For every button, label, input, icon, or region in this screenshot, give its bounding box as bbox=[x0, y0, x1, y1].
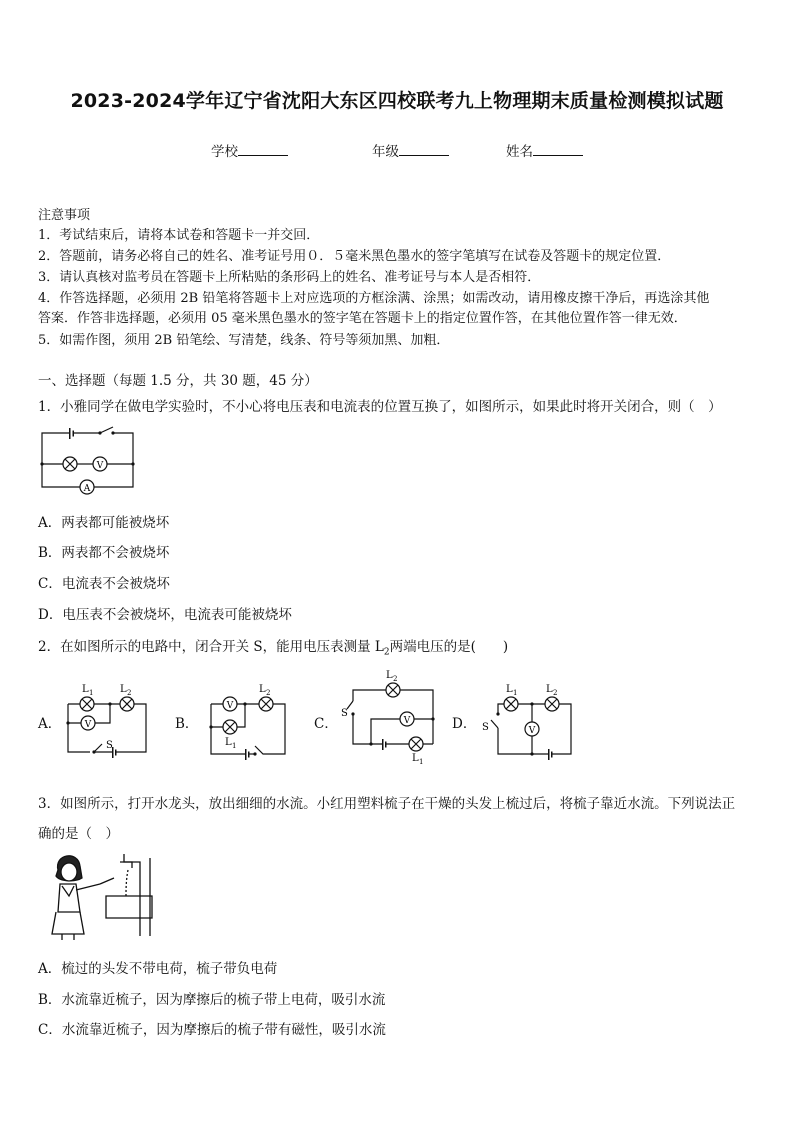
note-item: 答案．作答非选择题，必须用 05 毫米黑色墨水的签字笔在答题卡上的指定位置作答，在其他位置作答一律无效． bbox=[38, 311, 687, 326]
note-item: 5．如需作图，须用 2B 铅笔绘、写清楚，线条、符号等须加黑、加粗． bbox=[38, 333, 450, 348]
voltmeter-label: V bbox=[96, 461, 104, 471]
notes-heading: 注意事项 bbox=[38, 208, 91, 223]
question-2-circuit-b bbox=[199, 678, 294, 762]
grade-blank[interactable] bbox=[399, 143, 449, 156]
svg-text:L: L bbox=[412, 753, 419, 764]
grade-field[interactable] bbox=[372, 140, 449, 160]
svg-text:V: V bbox=[528, 726, 536, 736]
svg-text:1: 1 bbox=[232, 742, 237, 750]
svg-text:L: L bbox=[225, 737, 232, 748]
question-2-choice-d[interactable]: D． bbox=[452, 716, 477, 732]
svg-text:V: V bbox=[226, 701, 234, 711]
name-blank[interactable] bbox=[533, 143, 583, 156]
svg-text:L: L bbox=[120, 684, 127, 695]
section-heading: 一、选择题（每题 1.5 分，共 30 题，45 分） bbox=[38, 373, 318, 389]
question-1-option-b[interactable]: B．两表都不会被烧坏 bbox=[38, 545, 170, 561]
question-3-stem-line1: 3．如图所示，打开水龙头，放出细细的水流。小红用塑料梳子在干燥的头发上梳过后，将梳子靠近水流。下列说法正 bbox=[38, 796, 736, 812]
svg-text:2: 2 bbox=[127, 689, 132, 697]
svg-text:L: L bbox=[259, 684, 266, 695]
question-1-option-c[interactable]: C．电流表不会被烧坏 bbox=[38, 576, 170, 592]
school-label: 学校 bbox=[211, 144, 238, 160]
grade-label: 年级 bbox=[372, 144, 399, 160]
svg-text:L: L bbox=[546, 684, 553, 695]
question-2-choice-c[interactable]: C． bbox=[314, 716, 338, 732]
svg-text:2: 2 bbox=[553, 689, 558, 697]
question-3-option-a[interactable]: A．梳过的头发不带电荷，梳子带负电荷 bbox=[38, 961, 278, 977]
school-blank[interactable] bbox=[238, 143, 288, 156]
school-field[interactable] bbox=[211, 140, 288, 160]
svg-text:S: S bbox=[341, 708, 348, 719]
question-3-stem-line2: 确的是（ ） bbox=[38, 826, 119, 842]
svg-text:V: V bbox=[403, 716, 411, 726]
svg-text:L: L bbox=[82, 684, 89, 695]
question-1-circuit bbox=[38, 425, 138, 497]
question-2-circuit-a bbox=[60, 678, 152, 760]
question-1-stem: 1．小雅同学在做电学实验时，不小心将电压表和电流表的位置互换了，如图所示，如果此时将开关闭合，则（ ） bbox=[38, 399, 722, 415]
svg-text:2: 2 bbox=[393, 675, 398, 683]
note-item: 1．考试结束后，请将本试卷和答题卡一并交回． bbox=[38, 228, 320, 243]
svg-text:L: L bbox=[386, 670, 393, 681]
note-item: 2．答题前，请务必将自己的姓名、准考证号用０．５毫米黑色墨水的签字笔填写在试卷及答题卡的规定位置． bbox=[38, 249, 671, 264]
svg-text:1: 1 bbox=[513, 689, 518, 697]
question-2-choice-b[interactable]: B． bbox=[175, 716, 199, 732]
question-2-choice-a[interactable]: A． bbox=[38, 716, 62, 732]
question-3-option-c[interactable]: C．水流靠近梳子，因为摩擦后的梳子带有磁性，吸引水流 bbox=[38, 1022, 386, 1038]
svg-text:1: 1 bbox=[89, 689, 94, 697]
svg-text:S: S bbox=[106, 740, 113, 751]
note-item: 3．请认真核对监考员在答题卡上所粘贴的条形码上的姓名、准考证号与本人是否相符． bbox=[38, 270, 541, 285]
question-1-option-d[interactable]: D．电压表不会被烧坏，电流表可能被烧坏 bbox=[38, 607, 292, 623]
svg-text:1: 1 bbox=[419, 758, 424, 766]
svg-text:2: 2 bbox=[266, 689, 271, 697]
name-field[interactable] bbox=[506, 140, 583, 160]
question-3-illustration-girl-faucet bbox=[40, 848, 160, 940]
question-3-option-b[interactable]: B．水流靠近梳子，因为摩擦后的梳子带上电荷，吸引水流 bbox=[38, 992, 386, 1008]
question-1-option-a[interactable]: A．两表都可能被烧坏 bbox=[38, 515, 170, 531]
svg-text:V: V bbox=[84, 720, 92, 730]
svg-text:S: S bbox=[482, 722, 489, 733]
question-2-stem: 2．在如图所示的电路中，闭合开关 S，能用电压表测量 $L_2$两端电压的是( ) bbox=[38, 639, 509, 658]
question-2-circuit-d bbox=[476, 678, 576, 762]
page-title: 2023-2024学年辽宁省沈阳大东区四校联考九上物理期末质量检测模拟试题 bbox=[70, 90, 724, 112]
ammeter-label: A bbox=[83, 484, 91, 494]
name-label: 姓名 bbox=[506, 144, 533, 160]
svg-text:L: L bbox=[506, 684, 513, 695]
note-item: 4．作答选择题，必须用 2B 铅笔将答题卡上对应选项的方框涂满、涂黑；如需改动，请用橡皮擦干净后，再选涂其他 bbox=[38, 291, 710, 306]
question-2-circuit-c bbox=[338, 664, 438, 766]
